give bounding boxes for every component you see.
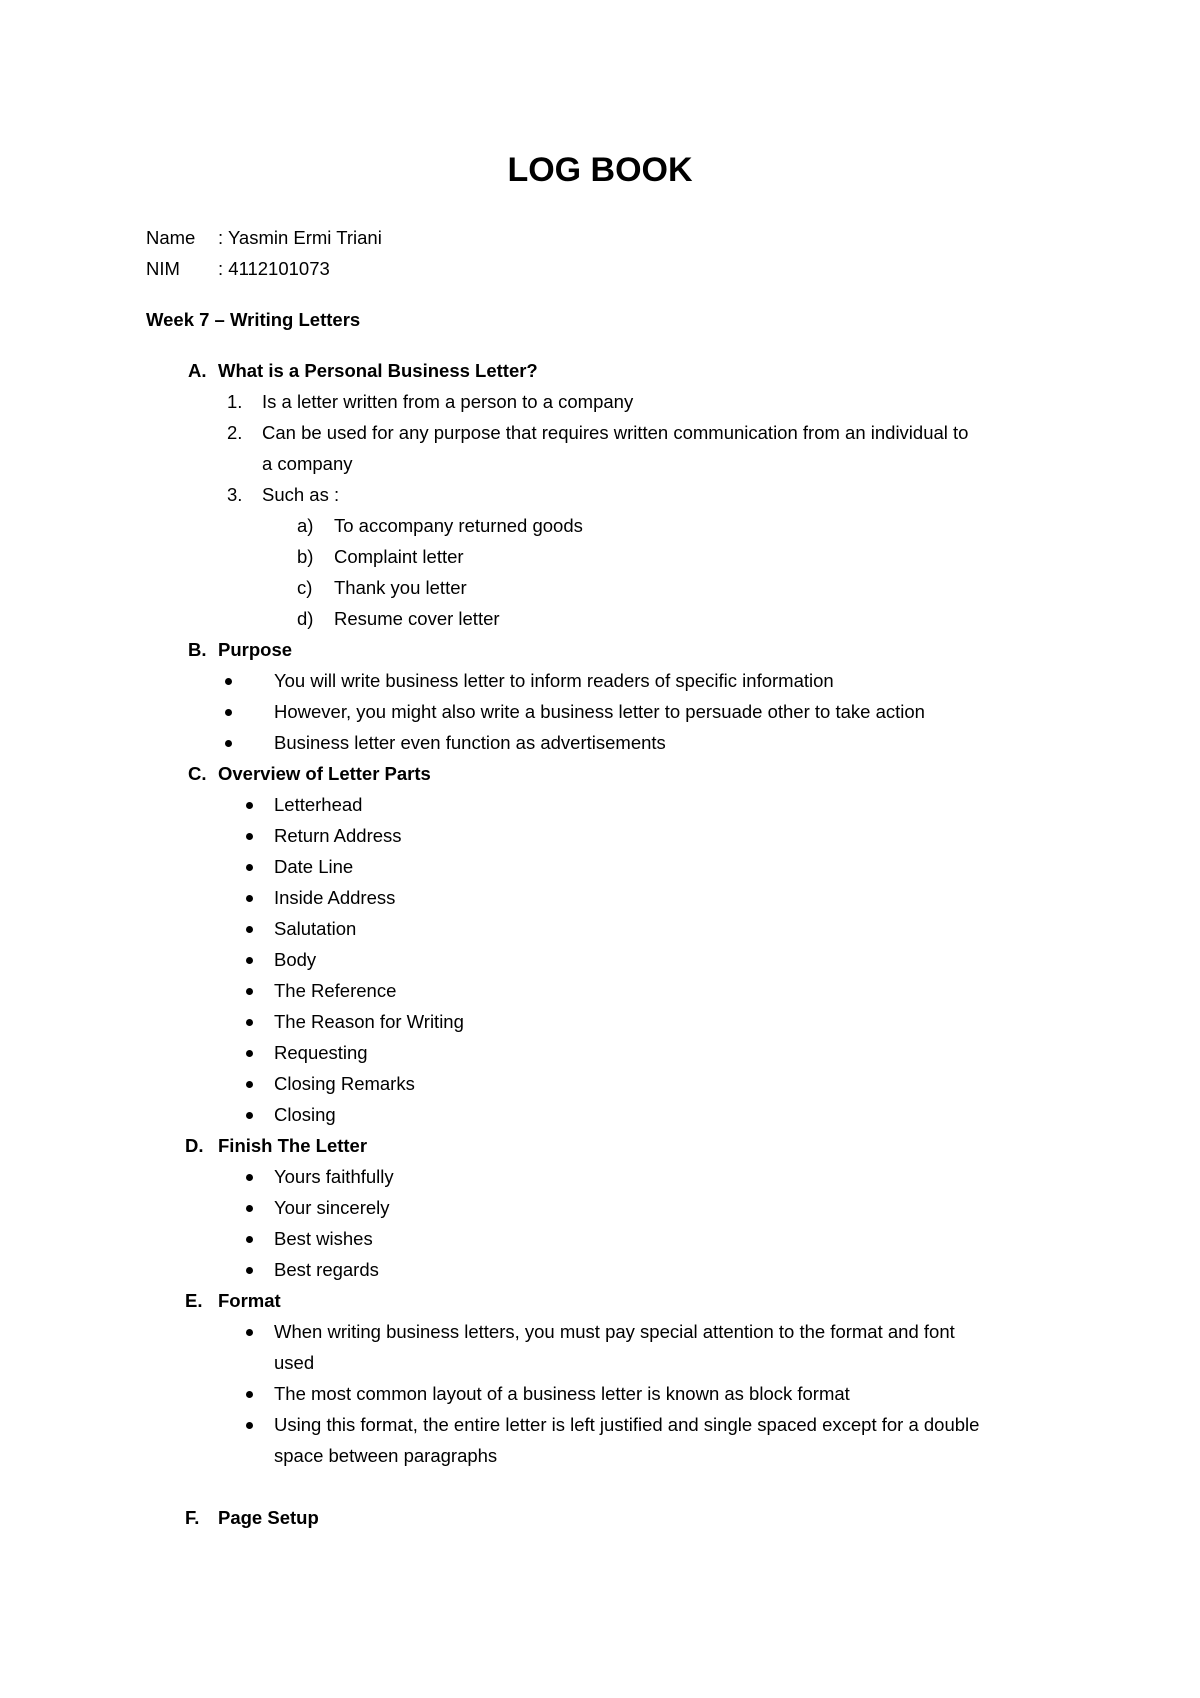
- lettered-item: Complaint letter: [334, 546, 464, 567]
- lettered-item: To accompany returned goods: [334, 515, 583, 536]
- section-d-heading: Finish The Letter: [218, 1135, 368, 1156]
- bullet-icon: [246, 1422, 253, 1429]
- numbered-marker: 2.: [227, 422, 243, 443]
- bullet-icon: [246, 1267, 253, 1274]
- bullet-item: Your sincerely: [274, 1197, 390, 1218]
- bullet-icon: [246, 833, 253, 840]
- section-a-heading: What is a Personal Business Letter?: [218, 360, 538, 381]
- section-e-heading: Format: [218, 1290, 281, 1311]
- bullet-item: The Reason for Writing: [274, 1011, 464, 1032]
- numbered-item: Is a letter written from a person to a company: [262, 391, 634, 412]
- section-e-marker: E.: [185, 1290, 203, 1311]
- bullet-icon: [225, 740, 232, 747]
- bullet-icon: [225, 678, 232, 685]
- section-a-marker: A.: [188, 360, 207, 381]
- bullet-icon: [246, 926, 253, 933]
- bullet-item: Date Line: [274, 856, 354, 877]
- bullet-item: However, you might also write a business letter to persuade other to take action: [274, 701, 925, 722]
- section-c-heading: Overview of Letter Parts: [218, 763, 431, 784]
- bullet-item: When writing business letters, you must pay special attention to the format and font: [274, 1321, 955, 1342]
- bullet-icon: [225, 709, 232, 716]
- page-title: LOG BOOK: [507, 151, 693, 189]
- section-b-heading: Purpose: [218, 639, 293, 660]
- bullet-item-continuation: space between paragraphs: [274, 1445, 498, 1466]
- bullet-item: Body: [274, 949, 317, 970]
- lettered-marker: b): [297, 546, 314, 567]
- bullet-icon: [246, 1112, 253, 1119]
- lettered-marker: c): [297, 577, 313, 598]
- bullet-icon: [246, 1019, 253, 1026]
- bullet-icon: [246, 1329, 253, 1336]
- nim-label: NIM: [146, 258, 180, 279]
- section-f-marker: F.: [185, 1507, 200, 1528]
- bullet-icon: [246, 1050, 253, 1057]
- lettered-item: Resume cover letter: [334, 608, 500, 629]
- bullet-item-continuation: used: [274, 1352, 315, 1373]
- numbered-item: Can be used for any purpose that requires written communication from an individual to: [262, 422, 969, 443]
- bullet-item: The Reference: [274, 980, 397, 1001]
- bullet-item: Closing: [274, 1104, 336, 1125]
- section-d-marker: D.: [185, 1135, 204, 1156]
- bullet-item: The most common layout of a business letter is known as block format: [274, 1383, 850, 1404]
- numbered-marker: 1.: [227, 391, 243, 412]
- bullet-icon: [246, 1391, 253, 1398]
- bullet-icon: [246, 1205, 253, 1212]
- bullet-item: Best regards: [274, 1259, 379, 1280]
- bullet-icon: [246, 1174, 253, 1181]
- bullet-item: Inside Address: [274, 887, 396, 908]
- bullet-item: Requesting: [274, 1042, 368, 1063]
- bullet-item: Return Address: [274, 825, 402, 846]
- bullet-icon: [246, 895, 253, 902]
- bullet-icon: [246, 957, 253, 964]
- bullet-item: Using this format, the entire letter is left justified and single spaced except for a double: [274, 1414, 980, 1435]
- lettered-marker: d): [297, 608, 314, 629]
- bullet-icon: [246, 864, 253, 871]
- bullet-icon: [246, 1236, 253, 1243]
- numbered-item: Such as :: [262, 484, 340, 505]
- name-label: Name: [146, 227, 196, 248]
- section-c-marker: C.: [188, 763, 207, 784]
- bullet-item: Best wishes: [274, 1228, 373, 1249]
- numbered-item-continuation: a company: [262, 453, 353, 474]
- bullet-item: Closing Remarks: [274, 1073, 415, 1094]
- bullet-item: Salutation: [274, 918, 357, 939]
- lettered-item: Thank you letter: [334, 577, 467, 598]
- bullet-icon: [246, 802, 253, 809]
- section-f-heading: Page Setup: [218, 1507, 319, 1528]
- lettered-marker: a): [297, 515, 314, 536]
- bullet-icon: [246, 988, 253, 995]
- bullet-icon: [246, 1081, 253, 1088]
- section-b-marker: B.: [188, 639, 207, 660]
- bullet-item: Letterhead: [274, 794, 363, 815]
- name-value: : Yasmin Ermi Triani: [218, 227, 382, 248]
- nim-value: : 4112101073: [218, 258, 330, 279]
- bullet-item: Business letter even function as advertisements: [274, 732, 666, 753]
- bullet-item: Yours faithfully: [274, 1166, 394, 1187]
- week-heading: Week 7 – Writing Letters: [146, 309, 361, 330]
- bullet-item: You will write business letter to inform readers of specific information: [274, 670, 834, 691]
- numbered-marker: 3.: [227, 484, 243, 505]
